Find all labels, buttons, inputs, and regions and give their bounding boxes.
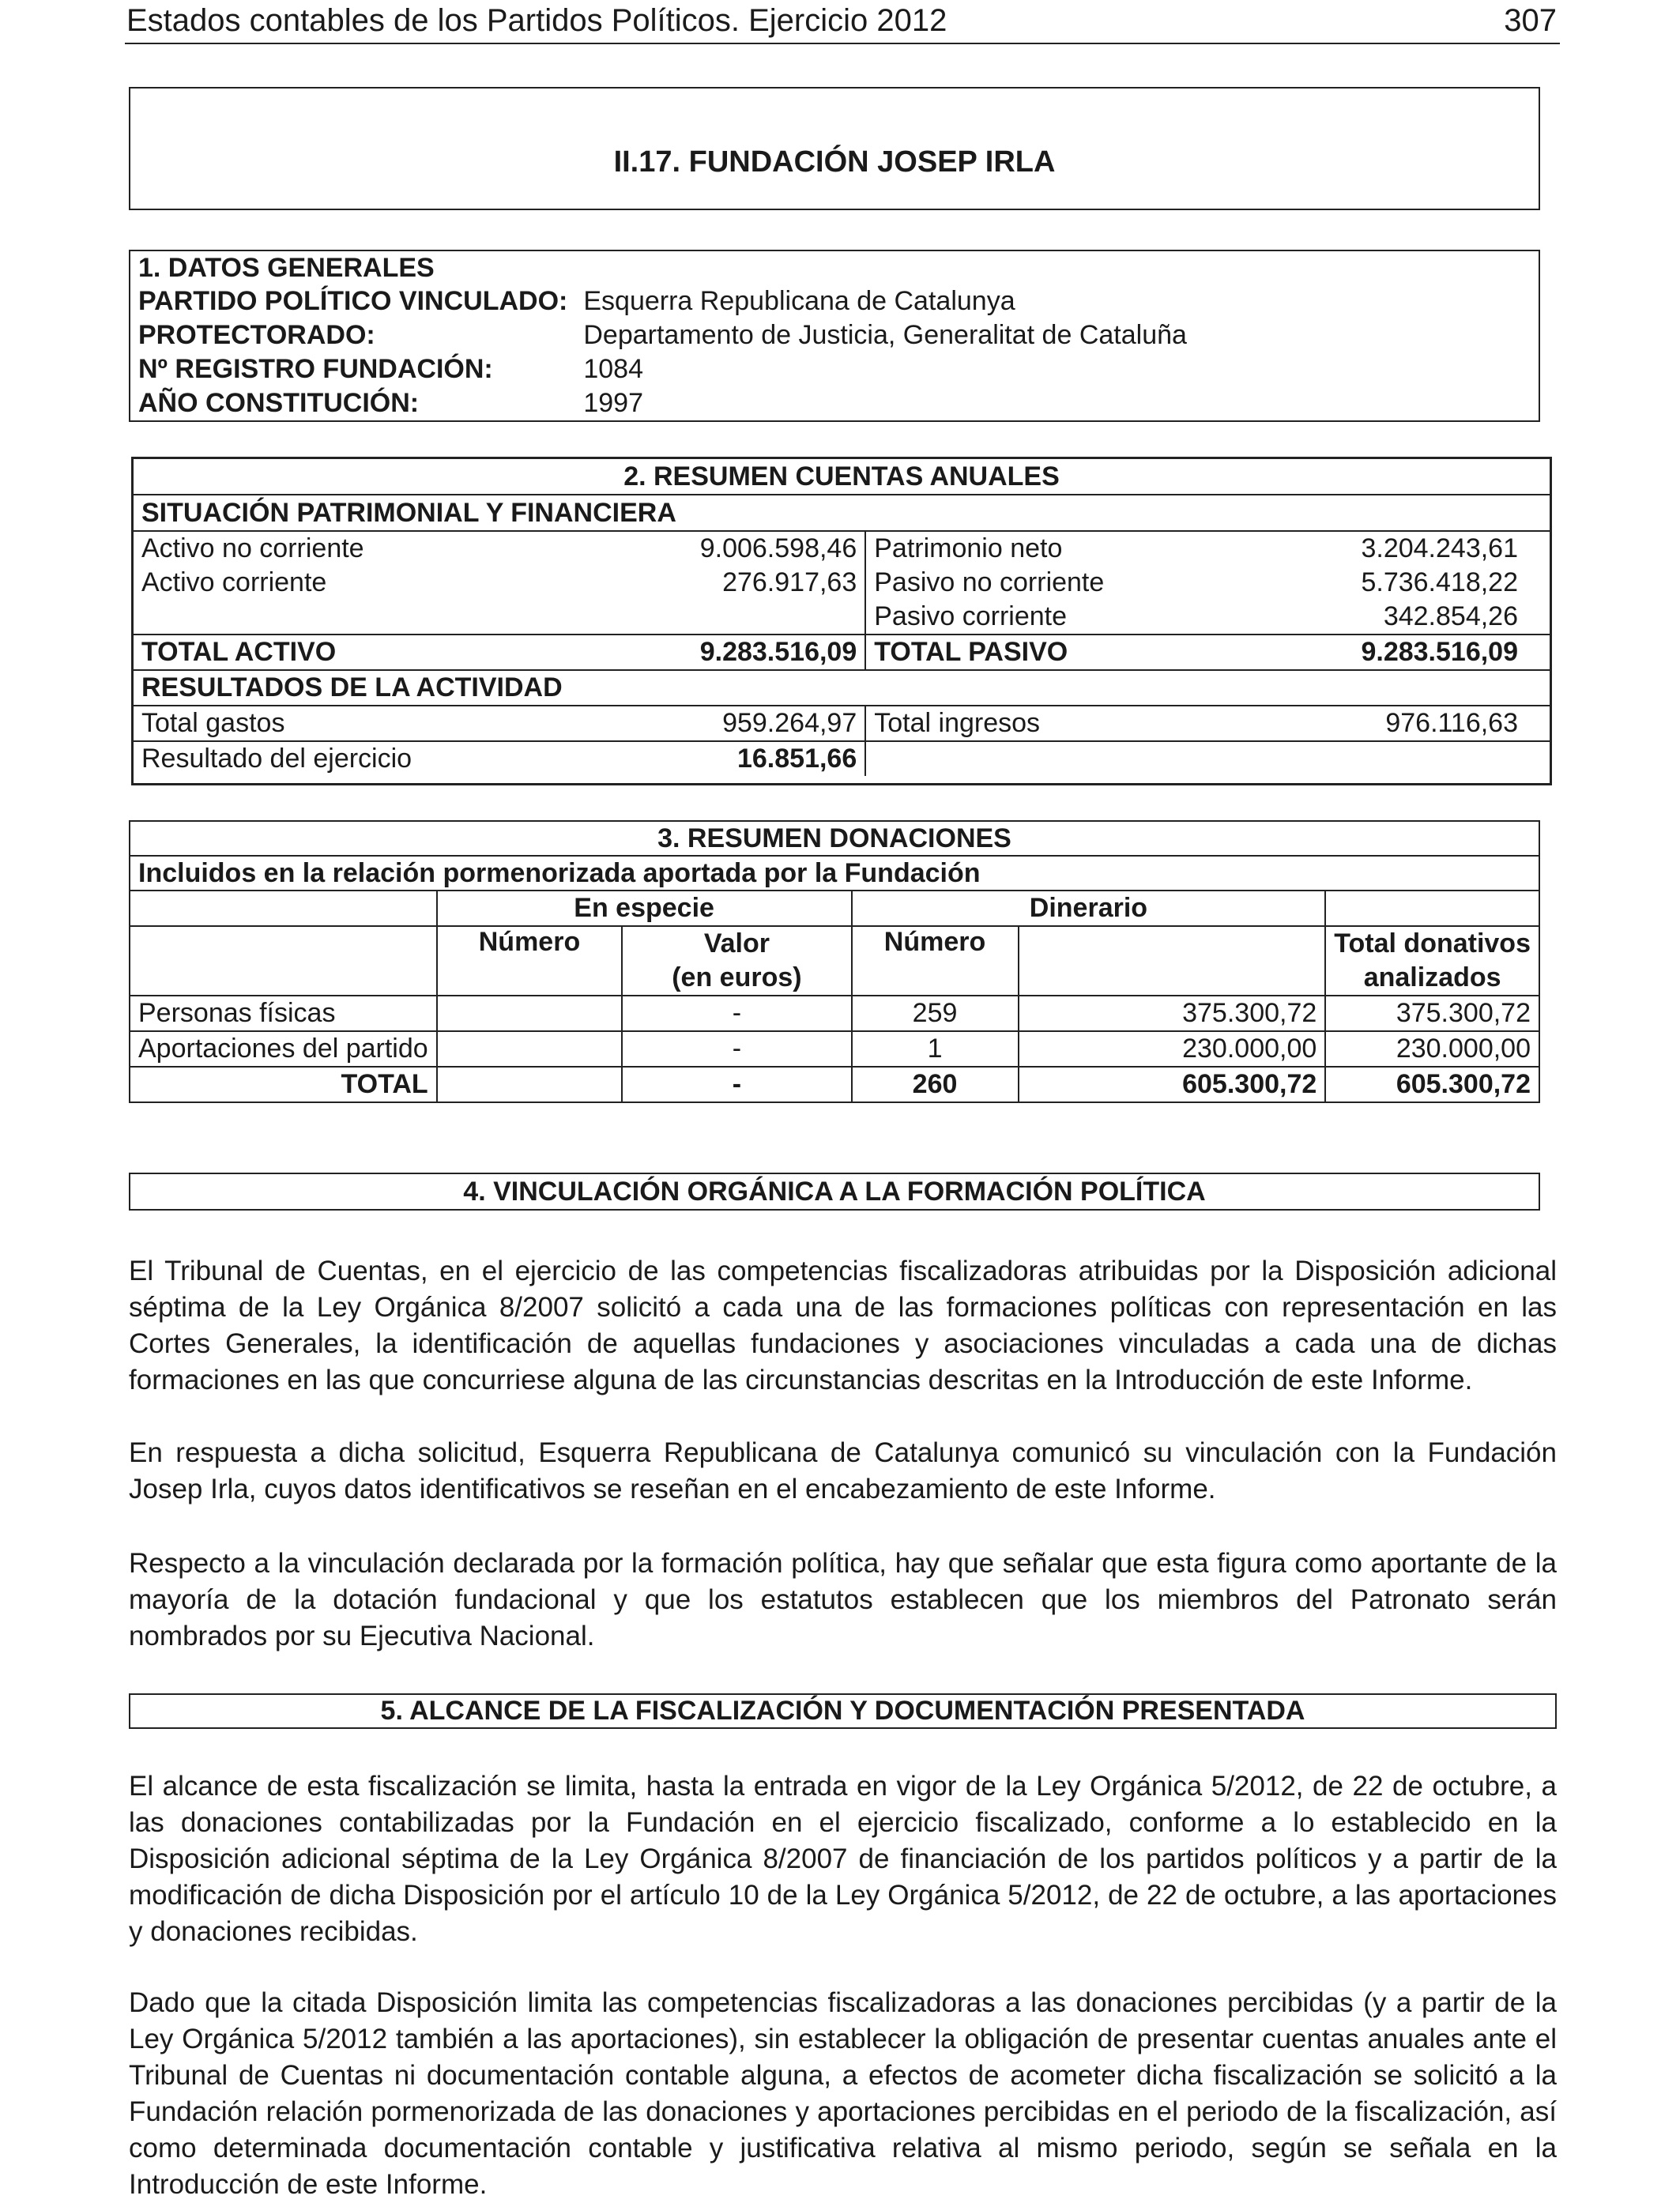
col-total-sub: analizados <box>1363 962 1501 992</box>
row-valor: - <box>622 996 851 1031</box>
general-row <box>130 284 1539 318</box>
activo-corriente-label: Activo corriente <box>141 567 327 597</box>
total-importe: 605.300,72 <box>1019 1067 1326 1102</box>
pasivo-no-corriente-value: 5.736.418,22 <box>1361 567 1518 597</box>
total-activo-label: TOTAL ACTIVO <box>141 637 337 667</box>
general-heading: 1. DATOS GENERALES <box>138 252 435 283</box>
header-rule <box>125 43 1560 44</box>
general-data-box <box>129 250 1540 422</box>
section4-paragraph-1: El Tribunal de Cuentas, en el ejercicio de las competencias fiscalizadoras atribuidas por la Disposición adicional séptima de la Ley Orgánica 8/2007 solicitó a cada una de las formaciones políticas con representación en las Cortes Generales, la identificación de aquellas fundaciones y asociaciones vinculadas a cada una de dichas formaciones en las que concurriese alguna de las circunstancias descritas en la Introducción de este Informe. <box>129 1256 1557 1395</box>
table-row <box>130 1031 1539 1067</box>
row-numero: 259 <box>852 996 1019 1031</box>
total-numero: 260 <box>852 1067 1019 1102</box>
section5-paragraph-2: Dado que la citada Disposición limita las competencias fiscalizadoras a las donaciones percibidas (y a partir de la Ley Orgánica 5/2012 también a las aportaciones), sin establecer la obligación de presentar cuentas anuales ante el Tribunal de Cuentas ni documentación contable alguna, a efectos de acometer dicha fiscalización se solicitó a la Fundación relación pormenorizada de las donaciones y aportaciones percibidas en el periodo de la fiscalización, así como determinada documentación contable y justificativa relativa al mismo periodo, según se señala en la Introducción de este Informe. <box>129 1987 1557 2200</box>
donations-subheading: Incluidos en la relación pormenorizada aportada por la Fundación <box>138 857 981 888</box>
general-value: Departamento de Justicia, Generalitat de Cataluña <box>583 320 1187 350</box>
row-importe: 375.300,72 <box>1019 996 1326 1031</box>
total-valor: - <box>622 1067 851 1102</box>
total-row <box>130 1067 1539 1102</box>
resultado-value: 16.851,66 <box>736 744 857 774</box>
row-label: Personas físicas <box>138 998 336 1028</box>
total-total: 605.300,72 <box>1325 1067 1539 1102</box>
situation-heading: SITUACIÓN PATRIMONIAL Y FINANCIERA <box>134 495 1550 531</box>
resultado-label: Resultado del ejercicio <box>141 744 412 774</box>
total-gastos-value: 959.264,97 <box>722 708 857 738</box>
general-row <box>130 318 1539 352</box>
activo-no-corriente-value: 9.006.598,46 <box>699 533 857 563</box>
activo-no-corriente-label: Activo no corriente <box>141 533 364 563</box>
row-total: 375.300,72 <box>1325 996 1539 1031</box>
results-heading: RESULTADOS DE LA ACTIVIDAD <box>141 672 563 702</box>
dinerario-header: Dinerario <box>852 891 1326 926</box>
donations-heading: 3. RESUMEN DONACIONES <box>657 823 1011 853</box>
general-row <box>130 386 1539 420</box>
general-data-table <box>130 251 1539 420</box>
running-header-title: Estados contables de los Partidos Políticos. Ejercicio 2012 <box>126 3 947 38</box>
pasivo-corriente-label: Pasivo corriente <box>865 600 1353 635</box>
activo-corriente-value: 276.917,63 <box>722 567 857 597</box>
pasivo-corriente-value: 342.854,26 <box>1383 601 1518 631</box>
total-label: TOTAL <box>341 1069 428 1099</box>
patrimonio-neto-label: Patrimonio neto <box>865 531 1353 566</box>
general-label: Nº REGISTRO FUNDACIÓN: <box>138 354 493 384</box>
en-especie-header: En especie <box>437 891 852 926</box>
general-value: Esquerra Republicana de Catalunya <box>583 286 1015 316</box>
row-numero: 1 <box>852 1031 1019 1067</box>
document-title: II.17. FUNDACIÓN JOSEP IRLA <box>613 145 1056 179</box>
col-total-header: Total donativos <box>1334 928 1531 958</box>
general-label: AÑO CONSTITUCIÓN: <box>138 388 420 418</box>
general-row <box>130 352 1539 386</box>
page-number: 307 <box>1504 3 1557 38</box>
section5-heading: 5. ALCANCE DE LA FISCALIZACIÓN Y DOCUMENTACIÓN PRESENTADA <box>129 1693 1557 1729</box>
section4-paragraph-2: En respuesta a dicha solicitud, Esquerra Republicana de Catalunya comunicó su vinculación con la Fundación Josep Irla, cuyos datos identificativos se reseñan en el encabezamiento de este Informe. <box>129 1437 1557 1504</box>
general-value: 1997 <box>583 388 643 418</box>
row-total: 230.000,00 <box>1325 1031 1539 1067</box>
total-pasivo-label: TOTAL PASIVO <box>865 635 1353 670</box>
section4-heading: 4. VINCULACIÓN ORGÁNICA A LA FORMACIÓN POLÍTICA <box>129 1173 1540 1211</box>
total-ingresos-value: 976.116,63 <box>1385 708 1518 738</box>
col-numero-header: Número <box>437 926 623 996</box>
row-importe: 230.000,00 <box>1019 1031 1326 1067</box>
patrimonio-neto-value: 3.204.243,61 <box>1361 533 1518 563</box>
general-value: 1084 <box>583 354 643 384</box>
col-valor-header: Valor <box>703 928 770 958</box>
donations-table <box>130 822 1539 1102</box>
pasivo-no-corriente-label: Pasivo no corriente <box>865 566 1353 600</box>
general-label: PARTIDO POLÍTICO VINCULADO: <box>138 286 568 316</box>
row-label: Aportaciones del partido <box>138 1034 428 1064</box>
table-row <box>130 996 1539 1031</box>
title-box <box>129 87 1540 210</box>
row-valor: - <box>622 1031 851 1067</box>
general-label: PROTECTORADO: <box>138 320 375 350</box>
total-pasivo-value: 9.283.516,09 <box>1361 637 1518 667</box>
section4-paragraph-3: Respecto a la vinculación declarada por la formación política, hay que señalar que esta figura como aportante de la mayoría de la dotación fundacional y que los estatutos establecen que los miembros del Patronato serán nombrados por su Ejecutiva Nacional. <box>129 1548 1557 1651</box>
accounts-heading: 2. RESUMEN CUENTAS ANUALES <box>623 461 1060 491</box>
total-ingresos-label: Total ingresos <box>865 706 1353 741</box>
donations-box <box>129 820 1540 1103</box>
section5-paragraph-1: El alcance de esta fiscalización se limita, hasta la entrada en vigor de la Ley Orgánica 5/2012, de 22 de octubre, a las donaciones contabilizadas por la Fundación en el ejercicio fiscalizado, conforme a lo establecido en la Disposición adicional séptima de la Ley Orgánica 8/2007 de financiación de los partidos políticos y a partir de la modificación de dicha Disposición por el artículo 10 de la Ley Orgánica 5/2012, de 22 de octubre, a las aportaciones y donaciones recibidas. <box>129 1771 1557 1947</box>
accounts-table <box>134 459 1550 776</box>
col-valor-sub: (en euros) <box>672 962 802 992</box>
total-activo-value: 9.283.516,09 <box>699 637 857 667</box>
total-gastos-label: Total gastos <box>141 708 285 738</box>
accounts-box <box>131 457 1552 785</box>
col-numero2-header: Número <box>852 926 1019 996</box>
